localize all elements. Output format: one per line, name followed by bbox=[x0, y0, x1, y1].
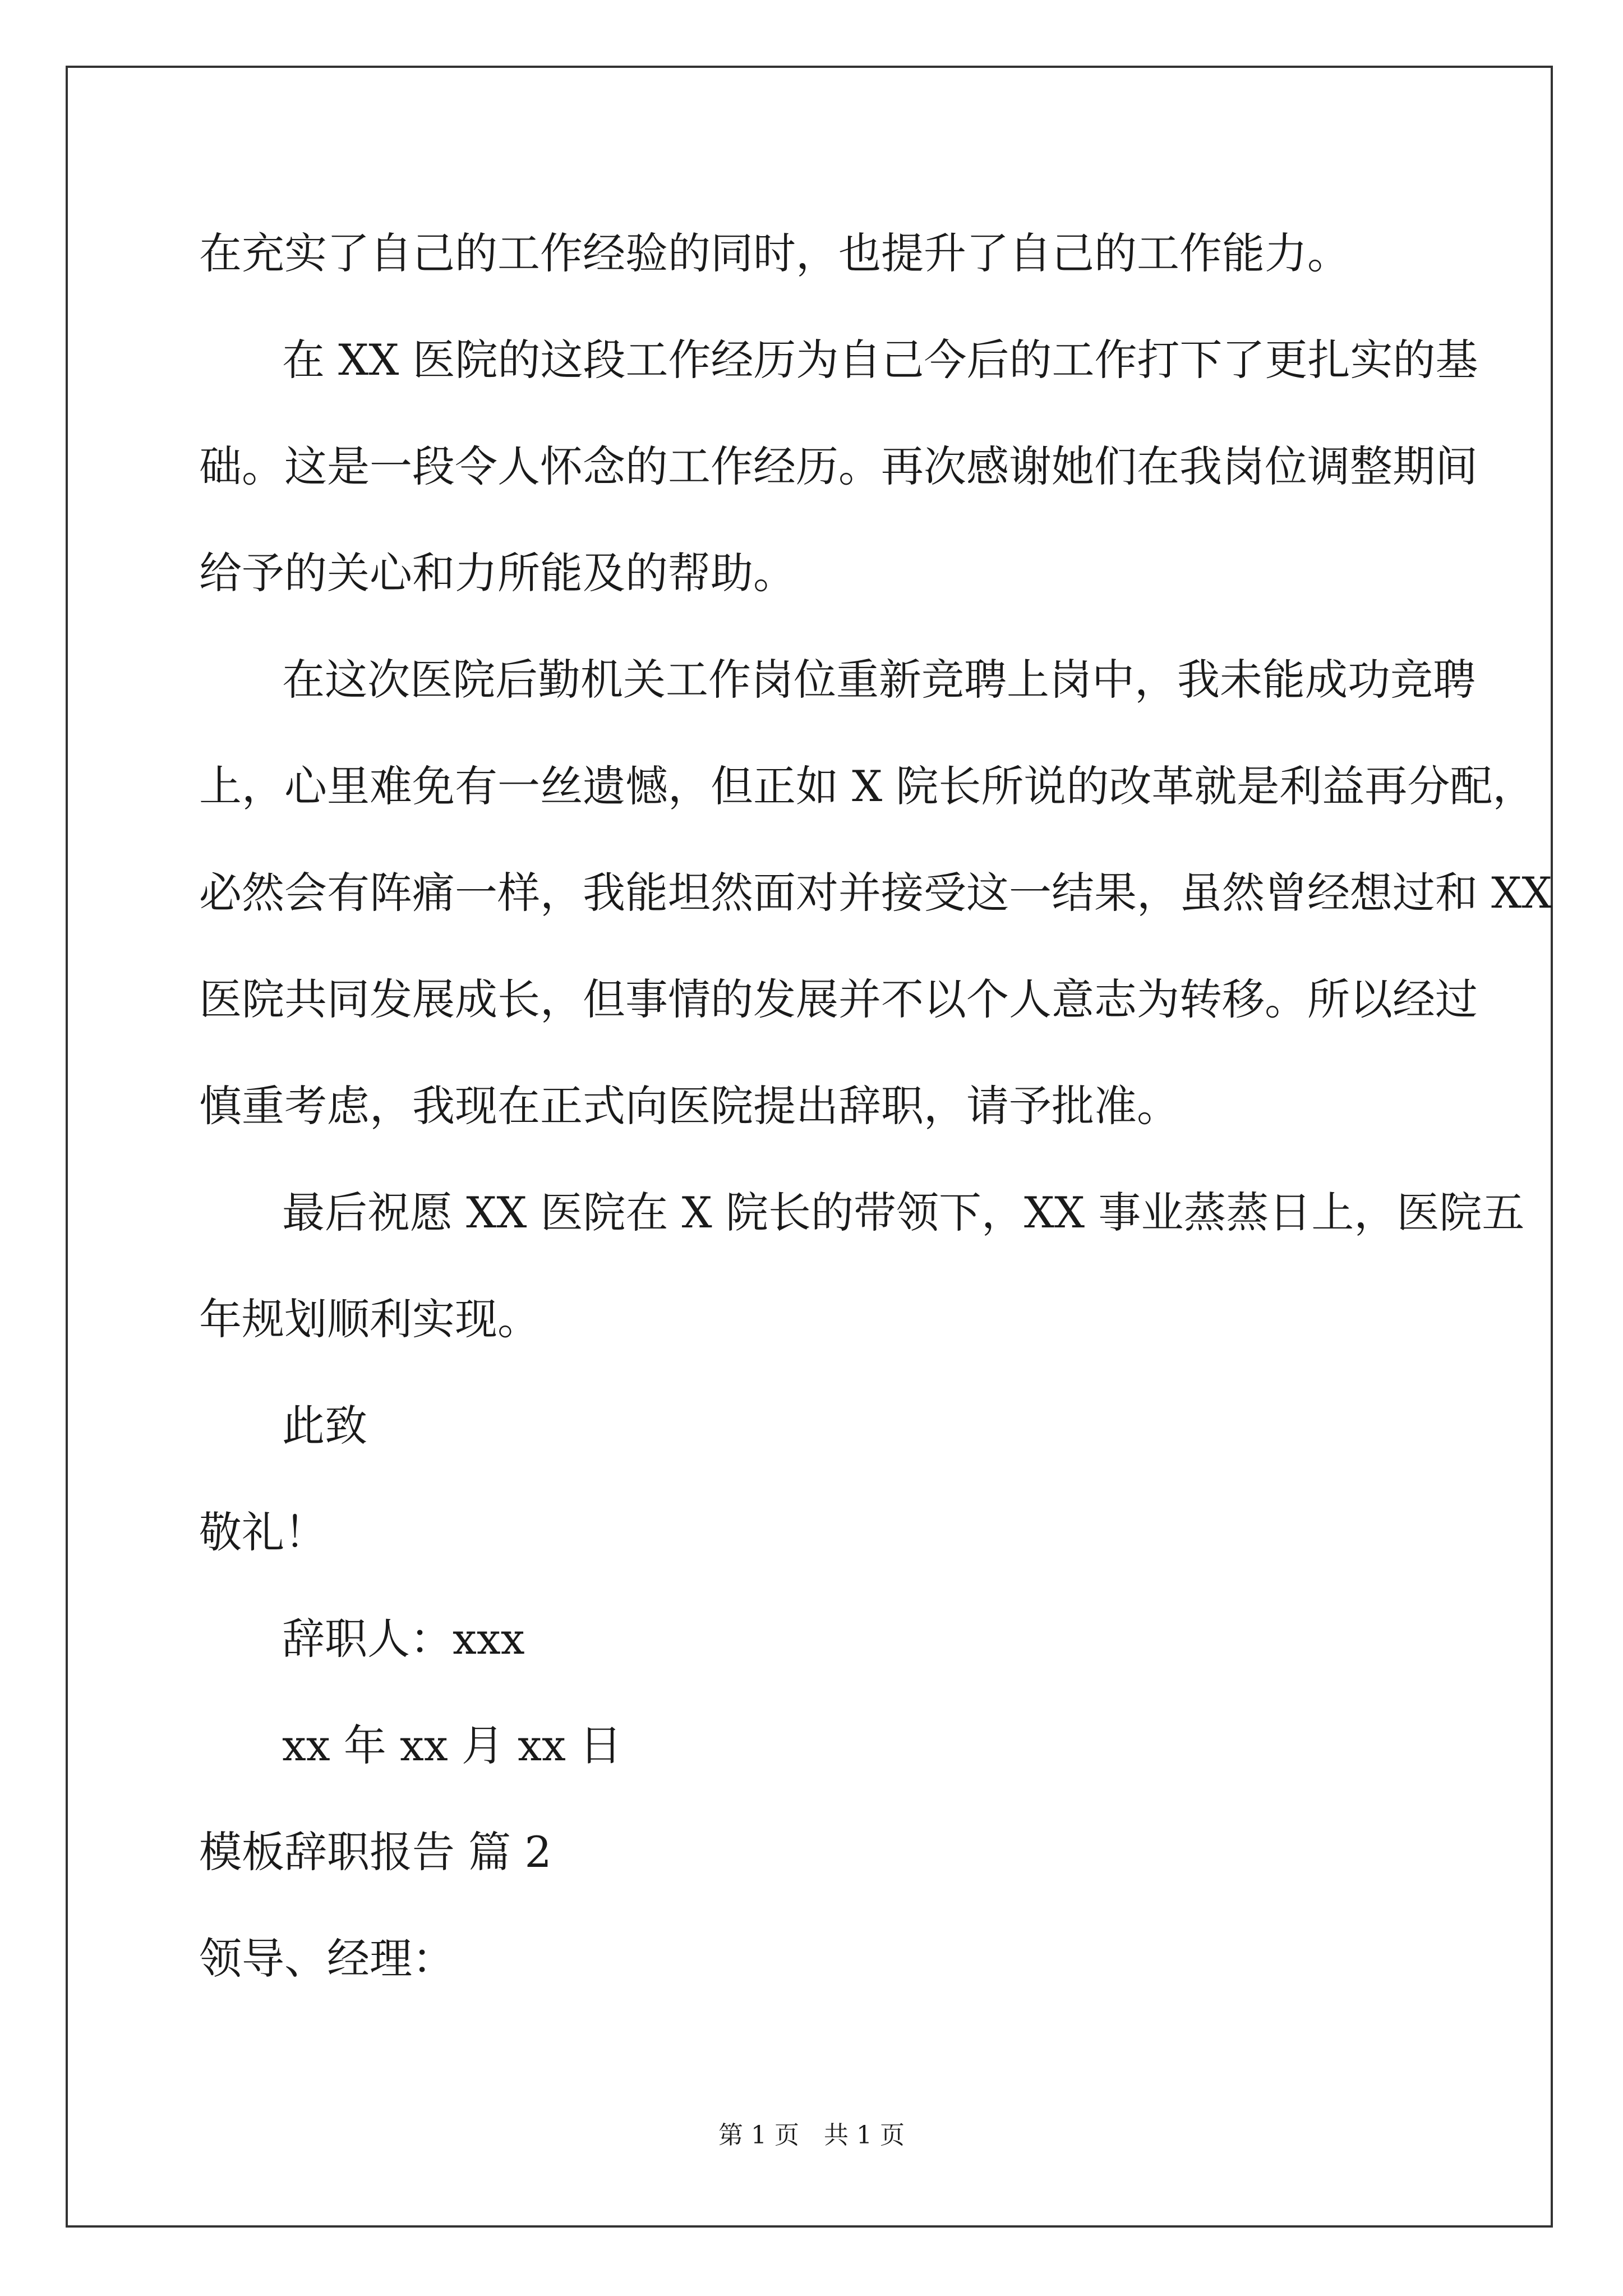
paragraph-line-3: 础。这是一段令人怀念的工作经历。再次感谢她们在我岗位调整期间 bbox=[199, 441, 1478, 491]
signature-line: 辞职人：xxx bbox=[282, 1614, 525, 1664]
page-footer: 第 1 页 共 1 页 bbox=[718, 2121, 905, 2150]
page-border bbox=[66, 66, 1553, 2228]
paragraph-line-9: 慎重考虑，我现在正式向医院提出辞职，请予批准。 bbox=[199, 1081, 1179, 1131]
paragraph-line-1: 在充实了自己的工作经验的同时，也提升了自己的工作能力。 bbox=[199, 228, 1350, 278]
paragraph-line-2: 在 XX 医院的这段工作经历为自己今后的工作打下了更扎实的基 bbox=[282, 335, 1478, 385]
paragraph-line-7: 必然会有阵痛一样，我能坦然面对并接受这一结果，虽然曾经想过和 XX bbox=[199, 868, 1552, 918]
addressee-line: 领导、经理： bbox=[199, 1934, 455, 1984]
paragraph-line-8: 医院共同发展成长，但事情的发展并不以个人意志为转移。所以经过 bbox=[199, 974, 1478, 1024]
section-title: 模板辞职报告 篇 2 bbox=[199, 1827, 552, 1877]
date-line: xx 年 xx 月 xx 日 bbox=[282, 1720, 622, 1770]
closing-phrase: 此致 bbox=[282, 1401, 367, 1451]
paragraph-line-11: 年规划顺利实现。 bbox=[199, 1294, 540, 1344]
paragraph-line-4: 给予的关心和力所能及的帮助。 bbox=[199, 548, 796, 598]
paragraph-line-6: 上，心里难免有一丝遗憾，但正如 X 院长所说的改革就是利益再分配， bbox=[199, 761, 1536, 811]
paragraph-line-10: 最后祝愿 XX 医院在 X 院长的带领下，XX 事业蒸蒸日上，医院五 bbox=[282, 1188, 1525, 1237]
salutation: 敬礼！ bbox=[199, 1507, 327, 1557]
paragraph-line-5: 在这次医院后勤机关工作岗位重新竞聘上岗中，我未能成功竞聘 bbox=[282, 655, 1476, 705]
